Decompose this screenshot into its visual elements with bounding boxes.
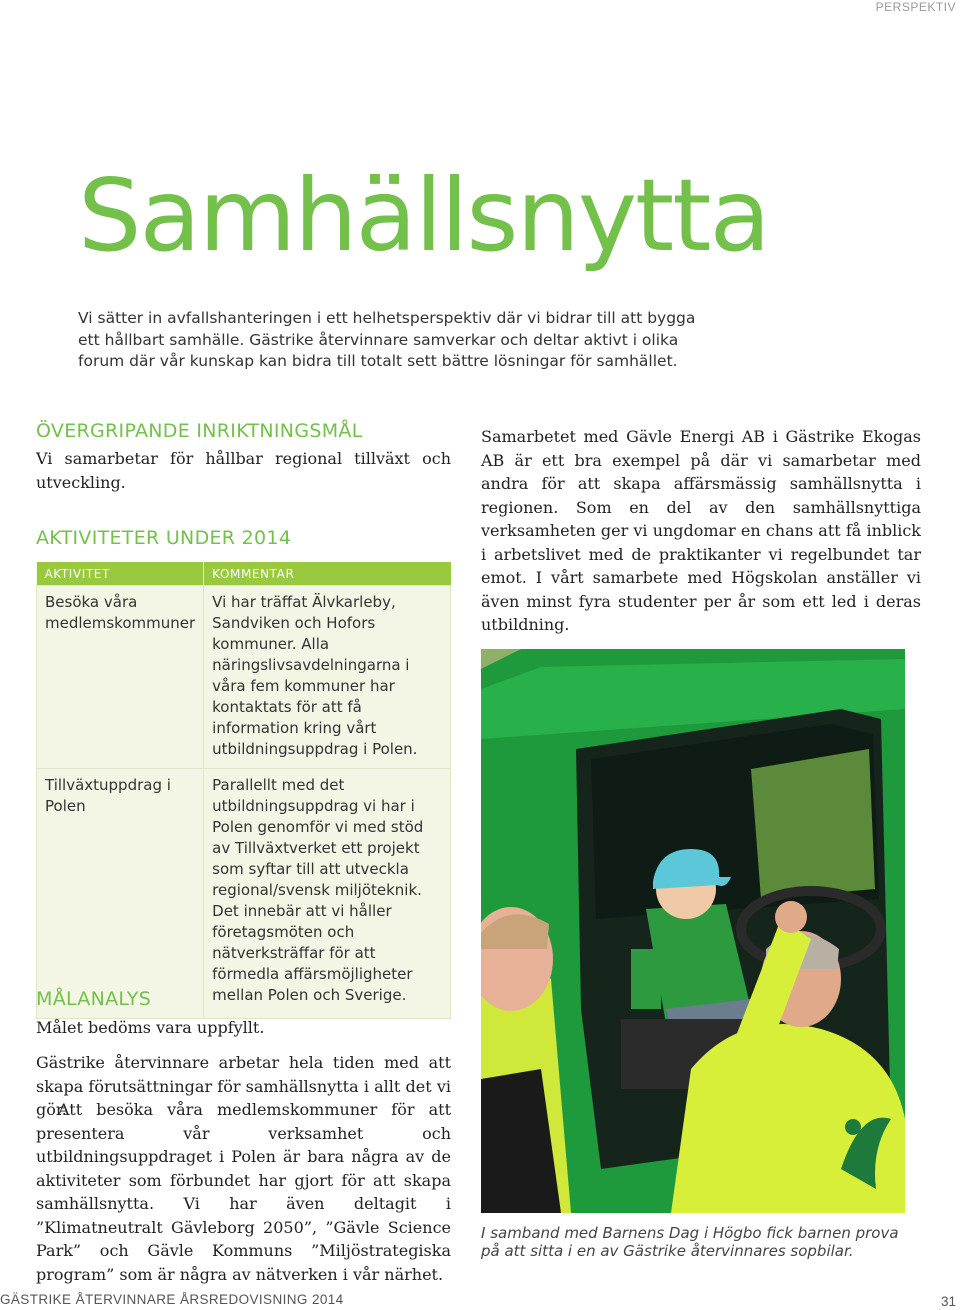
photo-child-in-garbage-truck	[481, 649, 905, 1213]
activity-cell: Tillväxtuppdrag i Polen	[37, 769, 204, 1019]
goal-text: Vi samarbetar för hållbar regional tillväxt och utveckling.	[36, 449, 451, 492]
analysis-paragraph-2: Att besöka våra medlemskommuner för att presentera vår verksamhet och utbildningsuppdraget i Polen är bara några av de aktiviteter som förbundet har gjort för att skapa samhällsnytta. Vi har även deltagit i ”Klimatneutralt Gävleborg 2050”, ”Gävle Science Park” och Gävle Kommuns ”Miljöstrategiska program” som är några av nätverken i vår närhet.	[36, 1100, 451, 1284]
comment-cell: Parallellt med det utbildningsuppdrag vi har i Polen genomför vi med stöd av Tillväxtverket ett projekt som syftar till att utveckla regional/svensk miljöteknik. Det innebär att vi håller företagsmöten och nätverksträffar för att förmedla affärsmöjligheter mellan Polen och Sverige.	[204, 769, 451, 1019]
analysis-verdict: Målet bedöms vara uppfyllt.	[36, 1018, 265, 1037]
page-number: 31	[940, 1294, 956, 1309]
analysis-heading: MÅLANALYS	[36, 988, 152, 1010]
section-label: PERSPEKTIV	[875, 0, 956, 14]
intro-text: Vi sätter in avfallshanteringen i ett helhetsperspektiv där vi bidrar till att bygga ett hållbart samhälle. Gästrike återvinnare samverkar och deltar aktivt i olika forum där vår kunskap kan bidra till totalt sett bättre lösningar för samhället.	[78, 309, 696, 370]
page-title: Samhällsnytta	[78, 157, 769, 274]
comment-cell: Vi har träffat Älvkarleby, Sandviken och Hofors kommuner. Alla näringslivsavdelningarna i våra fem kommuner har kontaktats för att få information kring vårt utbildningsuppdrag i Polen.	[204, 586, 451, 769]
activity-cell: Besöka våra medlemskommuner	[37, 586, 204, 769]
footer-text: GÄSTRIKE ÅTERVINNARE ÅRSREDOVISNING 2014	[0, 1292, 344, 1307]
table-row	[37, 769, 451, 1019]
analysis-paragraph-1: Gästrike återvinnare arbetar hela tiden med att skapa förutsättningar för samhällsnytta i allt det vi gör.	[36, 1053, 451, 1119]
activities-table	[36, 562, 451, 1019]
column-header-activity: AKTIVITET	[37, 562, 204, 586]
table-header-row	[37, 562, 451, 586]
activities-heading: AKTIVITETER UNDER 2014	[36, 527, 292, 549]
column-header-comment: KOMMENTAR	[204, 562, 451, 586]
table-row	[37, 586, 451, 769]
photo-caption: I samband med Barnens Dag i Högbo fick barnen prova på att sitta i en av Gästrike återvinnares sopbilar.	[481, 1224, 899, 1260]
goal-heading: ÖVERGRIPANDE INRIKTNINGSMÅL	[36, 420, 363, 442]
right-column-text: Samarbetet med Gävle Energi AB i Gästrike Ekogas AB är ett bra exempel på där vi samarbetar med andra för att skapa affärsmässig samhällsnytta i regionen. Som en del av den samhällsnyttiga verksamheten ger vi ungdomar en chans att få inblick i arbetslivet med de praktikanter vi regelbundet tar emot. I vårt samarbete med Högskolan anställer vi även minst fyra studenter per år som ett led i deras utbildning.	[481, 427, 921, 634]
